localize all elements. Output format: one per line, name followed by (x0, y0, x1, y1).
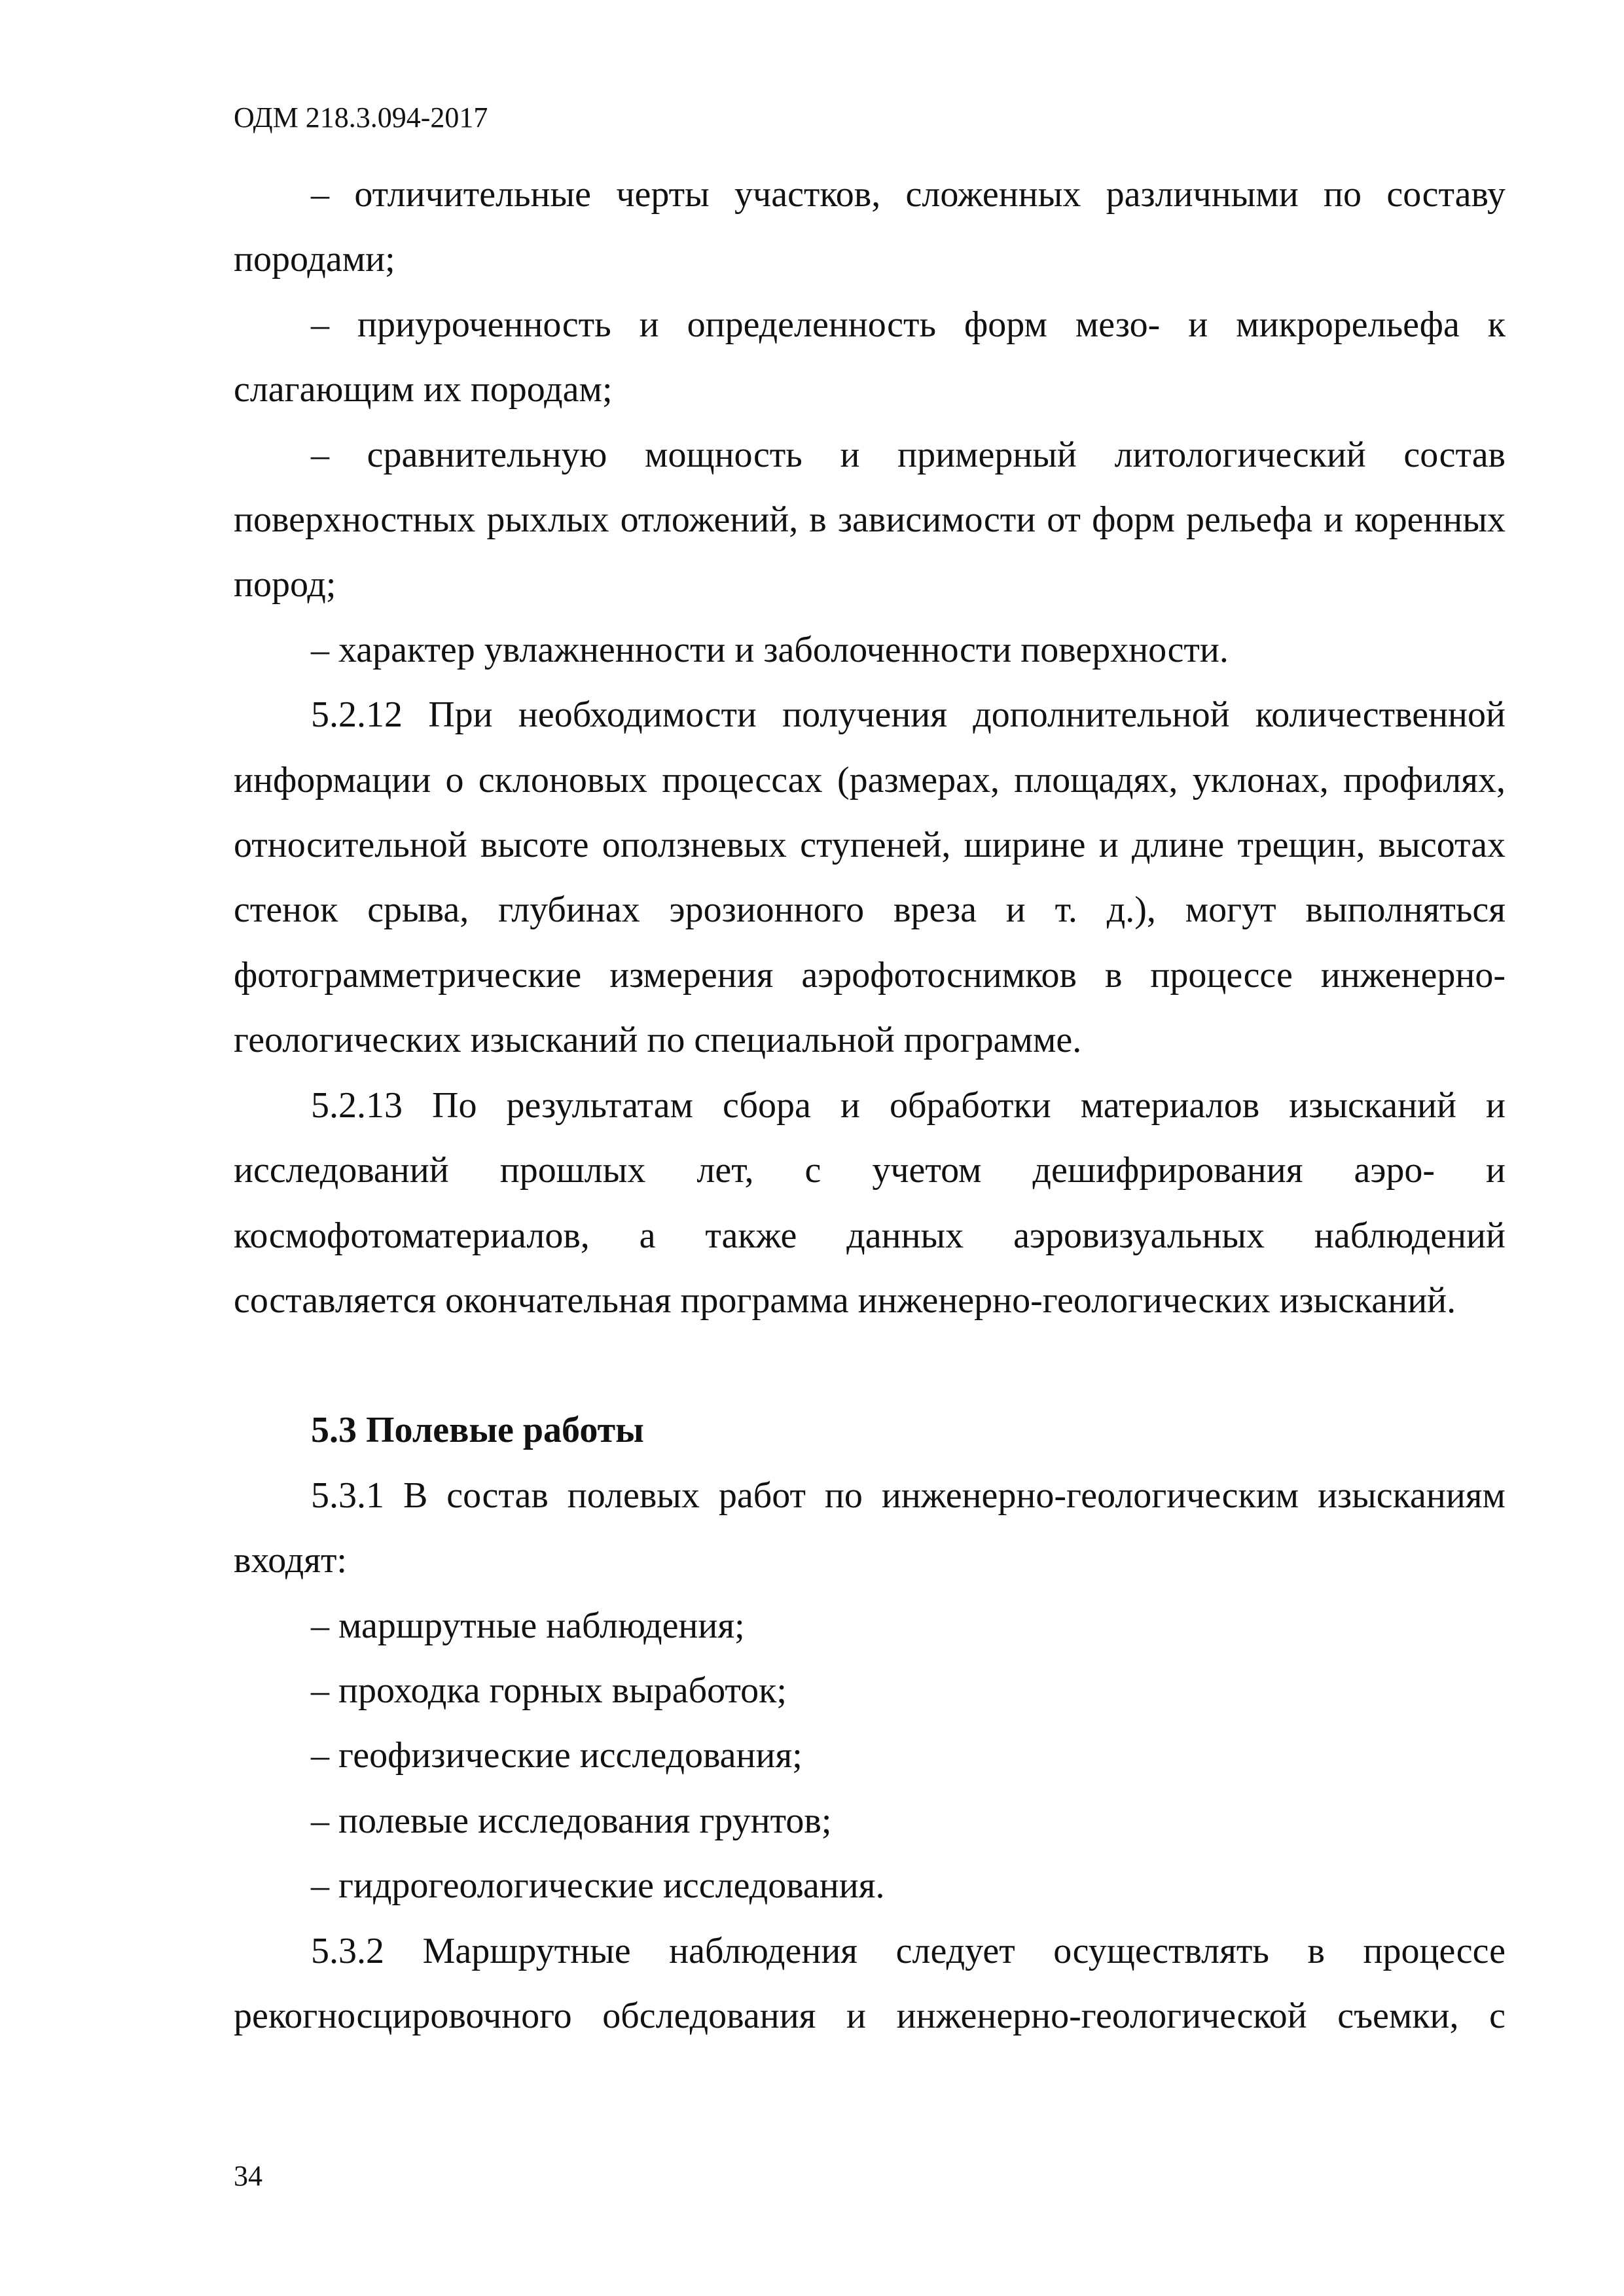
list-item: – приуроченность и определенность форм мезо- и микрорельефа к слагающим их породам; (234, 304, 1506, 410)
list-item: – проходка горных выработок; (311, 1670, 787, 1711)
section-heading: 5.3 Полевые работы (311, 1410, 644, 1451)
paragraph-5-3-1: 5.3.1 В состав полевых работ по инженерно-геологическим изысканиям входят: (234, 1475, 1506, 1581)
list-item: – отличительные черты участков, сложенных различными по составу породами; (234, 174, 1506, 280)
paragraph-5-2-13: 5.2.13 По результатам сбора и обработки материалов изысканий и исследований прошлых лет, с учетом дешифрирования аэро- и космофотоматериалов, а также данных аэровизуальных наблюдений составляется окончательная программа инженерно-геологических изысканий. (234, 1085, 1506, 1321)
list-item: – геофизические исследования; (311, 1735, 803, 1776)
document-code: ОДМ 218.3.094-2017 (234, 101, 488, 134)
list-item: – гидрогеологические исследования. (311, 1865, 885, 1907)
page-number: 34 (234, 2160, 262, 2192)
paragraph-5-3-2: 5.3.2 Маршрутные наблюдения следует осуществлять в процессе рекогносцировочного обследования и инженерно-геологической съемки, с (234, 1930, 1506, 2036)
list-item: – полевые исследования грунтов; (311, 1800, 832, 1841)
list-item: – маршрутные наблюдения; (311, 1605, 745, 1646)
paragraph-5-2-12: 5.2.12 При необходимости получения дополнительной количественной информации о склоновых процессах (размерах, площадях, уклонах, профилях, относительной высоте оползневых ступеней, ширине и длине трещин, высотах стенок срыва, глубинах эрозионного вреза и т. д.), могут выполняться фотограмметрические измерения аэрофотоснимков в процессе инженерно-геологических изысканий по специальной программе. (234, 694, 1506, 1061)
list-item: – сравнительную мощность и примерный литологический состав поверхностных рыхлых отложений, в зависимости от форм рельефа и коренных пород; (234, 434, 1506, 605)
page-content (234, 162, 1506, 2049)
list-item: – характер увлажненности и заболоченности поверхности. (311, 629, 1229, 670)
